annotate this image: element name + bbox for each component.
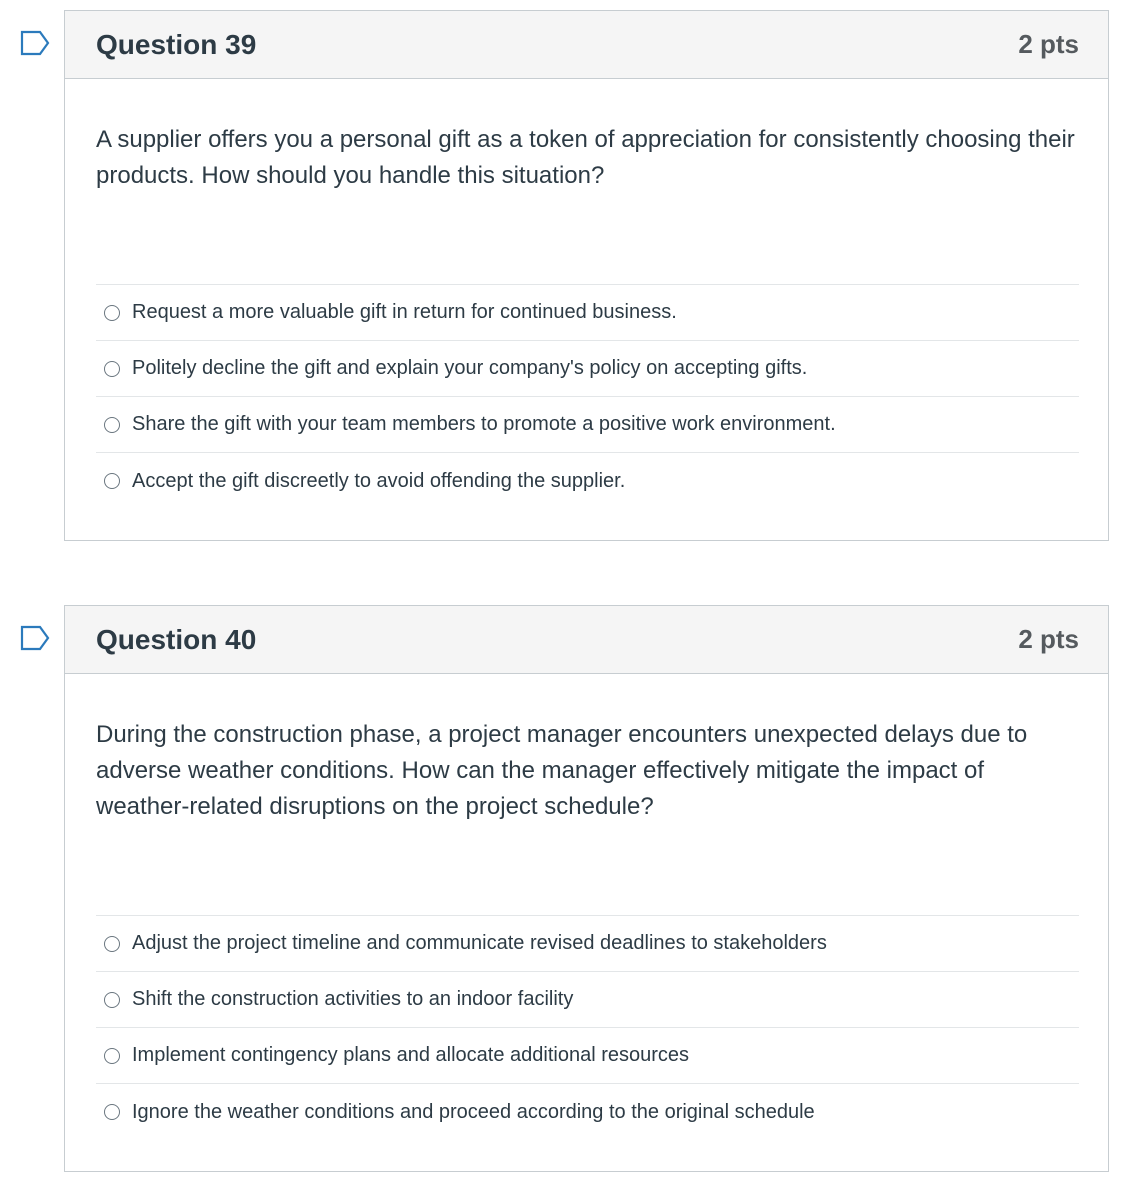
question-card — [64, 605, 1109, 1172]
answer-list — [96, 284, 1079, 509]
flag-question-icon[interactable] — [20, 625, 50, 651]
answer-option[interactable] — [96, 1084, 1079, 1140]
radio-unselected-icon[interactable] — [104, 417, 120, 433]
answer-option[interactable] — [96, 453, 1079, 509]
answer-label: Request a more valuable gift in return for continued business. — [132, 301, 677, 323]
answer-label: Politely decline the gift and explain your company's policy on accepting gifts. — [132, 357, 808, 379]
radio-unselected-icon[interactable] — [104, 992, 120, 1008]
radio-unselected-icon[interactable] — [104, 936, 120, 952]
answer-option[interactable] — [96, 972, 1079, 1028]
flag-question-icon[interactable] — [20, 30, 50, 56]
question-body — [65, 79, 1108, 509]
answer-label: Accept the gift discreetly to avoid offending the supplier. — [132, 469, 626, 492]
answer-label: Implement contingency plans and allocate additional resources — [132, 1044, 690, 1066]
answer-option[interactable] — [96, 397, 1079, 453]
radio-unselected-icon[interactable] — [104, 305, 120, 321]
question-points: 2 pts — [1018, 624, 1079, 654]
answer-option[interactable] — [96, 341, 1079, 397]
question-body — [65, 674, 1108, 1140]
question-title: Question 40 — [96, 623, 257, 655]
answer-option[interactable] — [96, 285, 1079, 341]
answer-label: Shift the construction activities to an indoor facility — [132, 988, 574, 1010]
radio-unselected-icon[interactable] — [104, 1104, 120, 1120]
question-card — [64, 10, 1109, 541]
radio-unselected-icon[interactable] — [104, 1048, 120, 1064]
answer-label: Adjust the project timeline and communicate revised deadlines to stakeholders — [132, 932, 827, 954]
question-header — [65, 11, 1108, 79]
answer-label: Share the gift with your team members to promote a positive work environment. — [132, 413, 836, 435]
question-header — [65, 606, 1108, 674]
question-text: A supplier offers you a personal gift as a token of appreciation for consistently choosing their products. How should you handle this situation? — [96, 126, 1075, 189]
answer-label: Ignore the weather conditions and proceed according to the original schedule — [132, 1100, 815, 1123]
question-text: During the construction phase, a project manager encounters unexpected delays due to adverse weather conditions. How can the manager effectively mitigate the impact of weather-related disruptions on the project schedule? — [96, 721, 1028, 820]
question-title: Question 39 — [96, 28, 257, 60]
radio-unselected-icon[interactable] — [104, 473, 120, 489]
answer-option[interactable] — [96, 1028, 1079, 1084]
answer-option[interactable] — [96, 916, 1079, 972]
radio-unselected-icon[interactable] — [104, 361, 120, 377]
answer-list — [96, 915, 1079, 1140]
question-points: 2 pts — [1018, 29, 1079, 59]
